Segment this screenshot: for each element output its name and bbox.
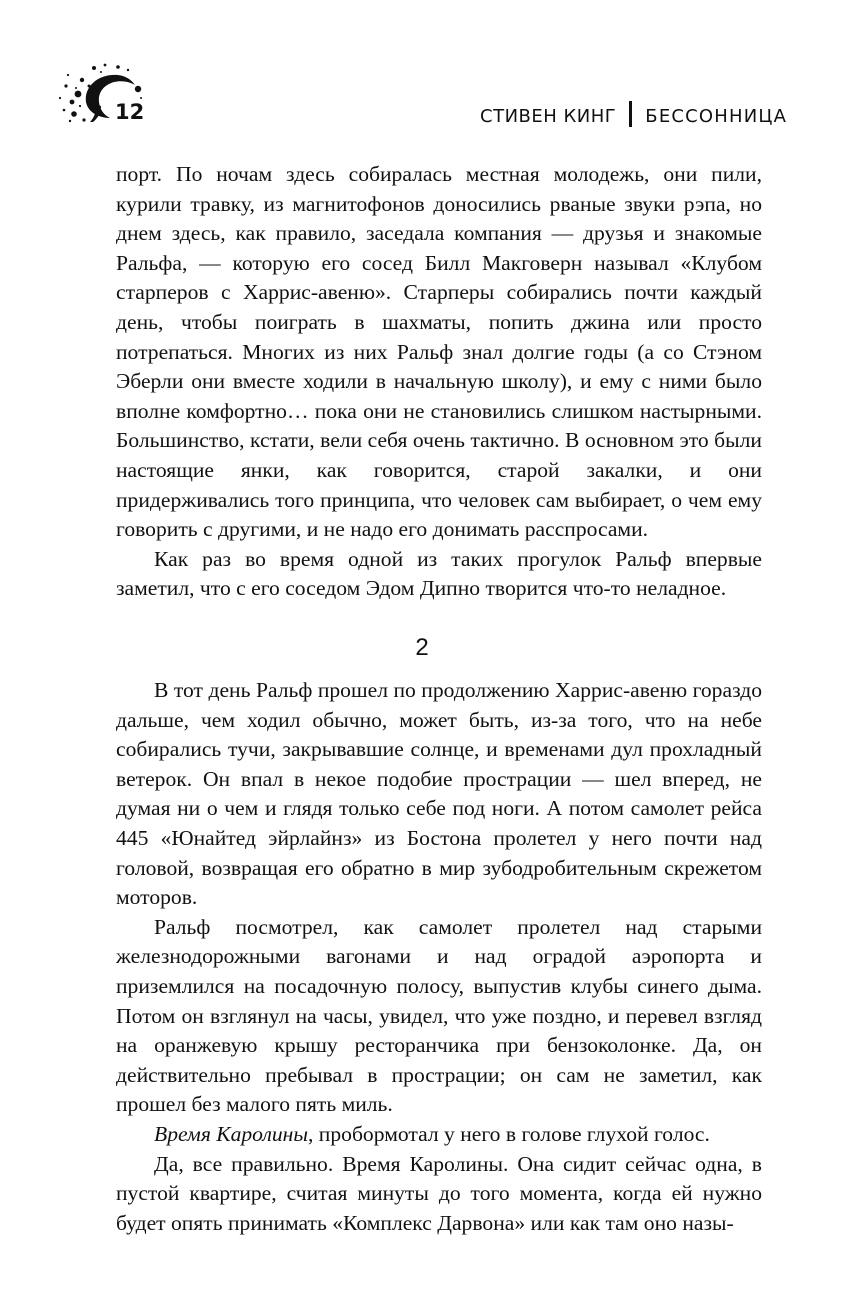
page-number: 12 xyxy=(115,100,145,124)
chapter-number: 2 xyxy=(415,634,429,661)
paragraph: В тот день Ральф прошел по продолжению Харрис-авеню гораздо дальше, чем ходил обычно, может быть, из-за того, что на небе собирались тучи, закрывавшие солнце, и временами дул прохладный ветерок. Он впал в некое подобие прострации — шел вперед, не думая ни о чем и глядя только себе под ноги. А потом самолет рейса 445 «Юнайтед эйрлайнз» из Бостона пролетел у него почти над головой, возвращая его обратно в мир зубодробительным скрежетом моторов. xyxy=(116,678,762,910)
running-head-author: СТИВЕН КИНГ xyxy=(480,106,617,127)
italic-phrase: Время Каролины xyxy=(154,1121,308,1146)
running-head xyxy=(480,101,788,129)
paragraph xyxy=(116,1120,762,1150)
paragraph: Ральф посмотрел, как самолет пролетел над старыми железнодорожными вагонами и над оградой аэропорта и приземлился на посадочную полосу, выпустив клубы синего дыма. Потом он взглянул на часы, увидел, что уже поздно, и перевел взгляд на оранжевую крышу ресторанчика при бензоколонке. Да, он действительно пребывал в прострации; он сам не заметил, как прошел без малого пять миль. xyxy=(116,914,762,1117)
paragraph: Как раз во время одной из таких прогулок Ральф впервые заметил, что с его соседом Эдом Дипно творится что-то неладное. xyxy=(116,546,762,601)
text-section-after xyxy=(116,676,762,1238)
running-head-title: БЕССОННИЦА xyxy=(645,106,788,127)
paragraph: порт. По ночам здесь собиралась местная молодежь, они пили, курили травку, из магнитофонов доносились рваные звуки рэпа, но днем здесь, как правило, заседала компания — друзья и знакомые Ральфа, — которую его сосед Билл Макговерн называл «Клубом старперов с Харрис-авеню». Старперы собирались почти каждый день, чтобы поиграть в шахматы, попить джина или просто потрепаться. Многих из них Ральф знал долгие годы (а со Стэном Эберли они вместе ходили в начальную школу), и ему с ними было вполне комфортно… пока они не становились слишком настырными. Большинство, кстати, вели себя очень тактично. В основном это были настоящие янки, как говорится, старой закалки, и они придерживались того принципа, что человек сам выбирает, о чем ему говорить с другими, и не надо его донимать расспросами. xyxy=(116,162,762,542)
paragraph: Да, все правильно. Время Каролины. Она сидит сейчас одна, в пустой квартире, считая минуты до того момента, когда ей нужно будет опять принимать «Комплекс Дарвона» или как там оно назы- xyxy=(116,1151,762,1235)
paragraph-rest: , пробормотал у него в голове глухой голос. xyxy=(308,1121,710,1146)
text-section-before xyxy=(116,160,762,604)
running-head-separator xyxy=(629,101,632,127)
